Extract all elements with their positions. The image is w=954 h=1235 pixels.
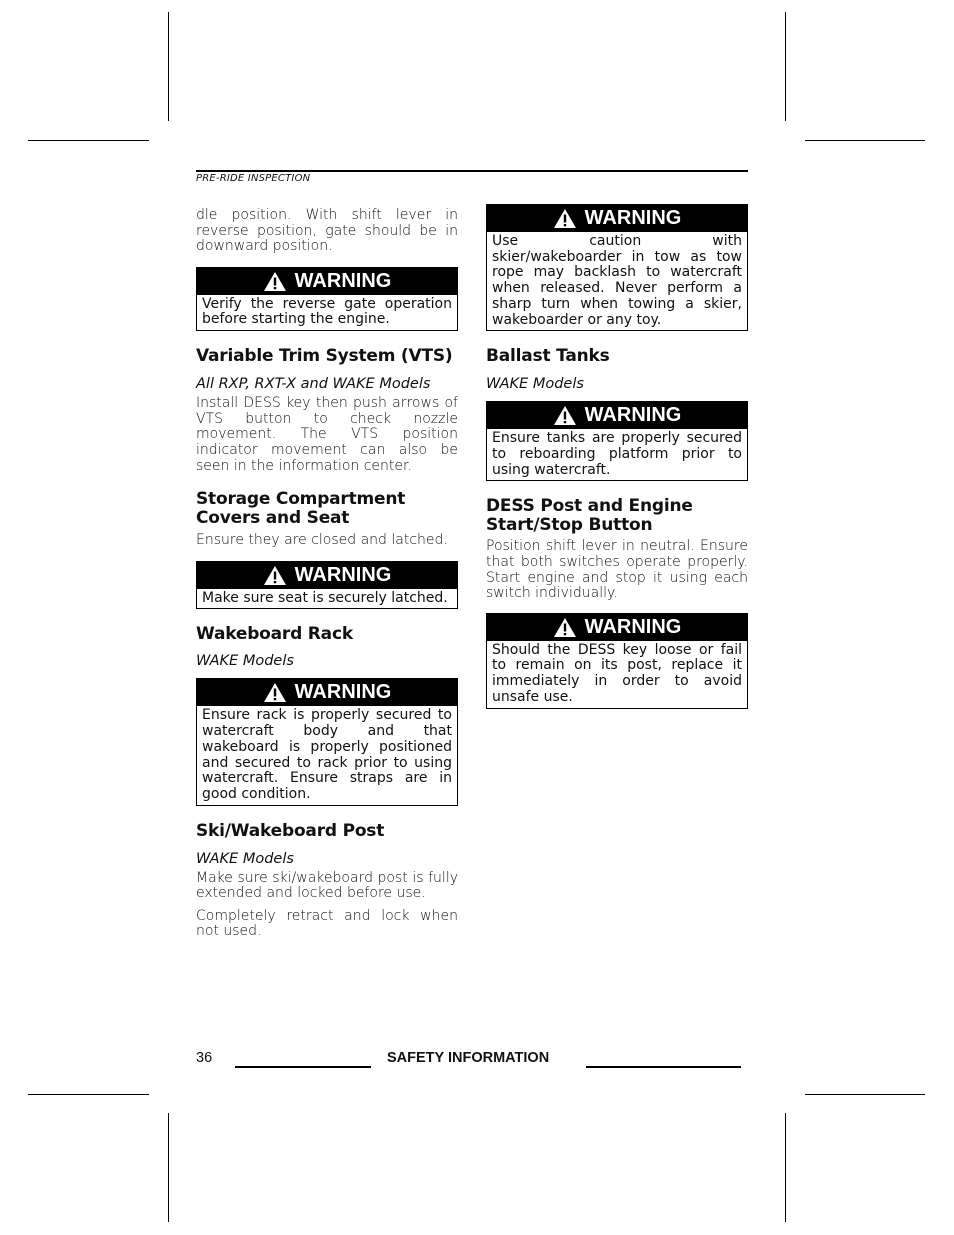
section-text: Ensure they are closed and latched. <box>196 532 448 549</box>
footer-title: SAFETY INFORMATION <box>387 1050 550 1066</box>
crop-mark <box>785 12 786 121</box>
crop-mark <box>28 1094 149 1095</box>
section-heading: Ski/Wakeboard Post <box>196 820 385 841</box>
warning-box <box>486 401 748 481</box>
section-text: Install DESS key then push arrows of VTS button to check nozzle movement. The VTS position indicator movement can also be seen in the information center. <box>196 395 458 474</box>
warning-box <box>196 678 458 805</box>
warning-title: WARNING <box>584 615 682 638</box>
warning-title: WARNING <box>294 269 392 292</box>
warning-triangle-icon <box>553 405 577 426</box>
models-note: WAKE Models <box>196 653 294 670</box>
warning-box <box>196 267 458 331</box>
page-number: 36 <box>196 1050 213 1066</box>
section-text: Completely retract and lock when not used. <box>196 907 458 940</box>
warning-header <box>197 562 457 589</box>
footer-rule <box>235 1066 371 1068</box>
header-rule <box>196 170 748 172</box>
warning-header <box>487 205 747 232</box>
warning-header <box>197 679 457 706</box>
running-head: PRE-RIDE INSPECTION <box>196 173 311 184</box>
crop-mark <box>28 140 149 141</box>
warning-text: Make sure seat is securely latched. <box>202 589 448 606</box>
crop-mark <box>785 1113 786 1222</box>
warning-title: WARNING <box>294 681 392 704</box>
warning-box <box>486 204 748 331</box>
crop-mark <box>805 140 925 141</box>
warning-header <box>487 614 747 641</box>
section-heading: Wakeboard Rack <box>196 624 353 645</box>
section-heading: Ballast Tanks <box>486 346 610 367</box>
models-note: WAKE Models <box>196 850 294 867</box>
warning-triangle-icon <box>553 208 577 229</box>
crop-mark <box>168 1113 169 1222</box>
models-note: WAKE Models <box>486 376 584 393</box>
left-column <box>196 200 458 940</box>
page-footer <box>196 1050 748 1070</box>
right-column <box>486 204 748 709</box>
warning-triangle-icon <box>263 682 287 703</box>
warning-title: WARNING <box>294 563 392 586</box>
warning-text: Should the DESS key loose or fail to remain on its post, replace it immediately in order to avoid unsafe use. <box>492 641 742 705</box>
warning-box <box>196 561 458 610</box>
section-text: Position shift lever in neutral. Ensure that both switches operate properly. Start engine and stop it using each switch individually. <box>486 538 748 602</box>
warning-title: WARNING <box>584 404 682 427</box>
warning-triangle-icon <box>263 271 287 292</box>
section-text: Make sure ski/wakeboard post is fully extended and locked before use. <box>196 869 458 902</box>
warning-text: Ensure tanks are properly secured to reboarding platform prior to using watercraft. <box>492 430 742 478</box>
warning-box <box>486 613 748 709</box>
section-heading: Storage Compartment Covers and Seat <box>196 489 406 529</box>
warning-triangle-icon <box>263 565 287 586</box>
warning-header <box>197 268 457 295</box>
warning-text: Ensure rack is properly secured to watercraft body and that wakeboard is properly positioned and secured to rack prior to using watercraft. Ensure straps are in good condition. <box>202 707 452 802</box>
models-note: All RXP, RXT-X and WAKE Models <box>196 376 431 393</box>
intro-text: dle position. With shift lever in reverse position, gate should be in downward position. <box>196 207 458 255</box>
footer-rule <box>586 1066 741 1068</box>
crop-mark <box>805 1094 925 1095</box>
warning-header <box>487 402 747 429</box>
warning-title: WARNING <box>584 207 682 229</box>
section-heading: DESS Post and Engine Start/Stop Button <box>486 496 693 536</box>
warning-triangle-icon <box>553 617 577 638</box>
warning-text: Verify the reverse gate operation before starting the engine. <box>202 295 452 328</box>
crop-mark <box>168 12 169 121</box>
section-heading: Variable Trim System (VTS) <box>196 346 453 367</box>
warning-text: Use caution with skier/wakeboarder in tow as tow rope may backlash to watercraft when released. Never perform a sharp turn when towing a skier, wakeboarder or any toy. <box>492 233 742 328</box>
